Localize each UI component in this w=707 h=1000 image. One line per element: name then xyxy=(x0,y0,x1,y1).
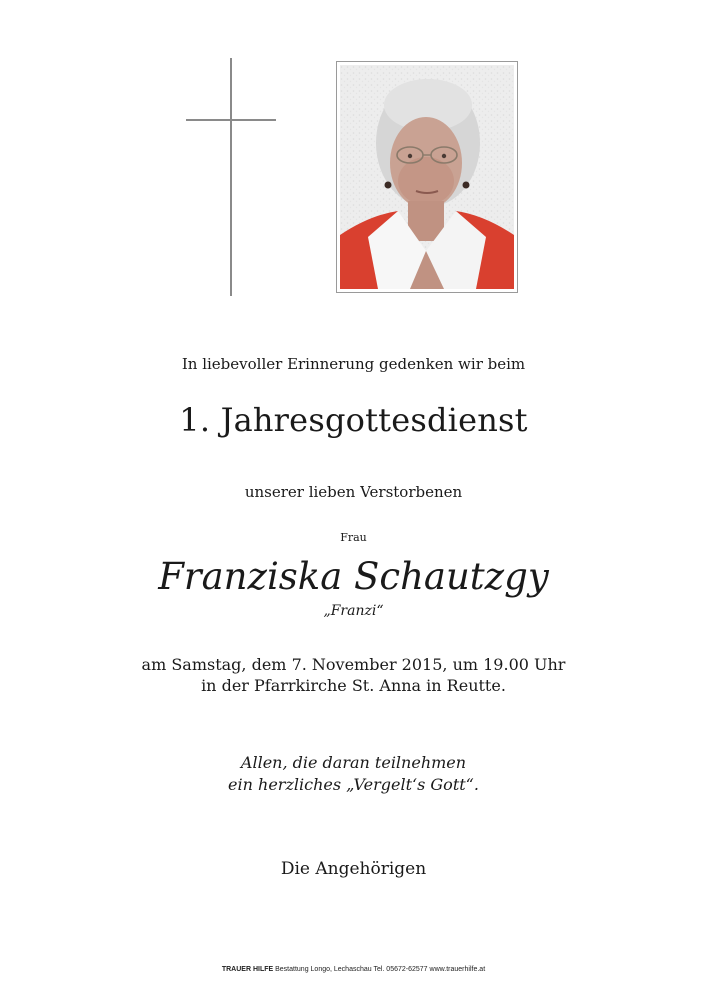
footer-details: Bestattung Longo, Lechaschau Tel. 05672-62577 www.trauerhilfe.at xyxy=(275,966,486,973)
signature-text: Die Angehörigen xyxy=(280,859,427,879)
intro-text: In liebevoller Erinnerung gedenken wir beim xyxy=(181,355,526,373)
service-place: in der Pfarrkirche St. Anna in Reutte. xyxy=(201,676,506,695)
portrait-illustration xyxy=(340,65,514,289)
cross-horizontal-bar xyxy=(186,119,276,121)
salutation-text: Frau xyxy=(340,531,367,544)
footer xyxy=(0,966,707,973)
thanks-line-1: Allen, die daran teilnehmen xyxy=(240,753,467,772)
deceased-name: Franziska Schautzgy xyxy=(158,555,549,598)
portrait-photo xyxy=(336,61,518,293)
subline-text: unserer lieben Verstorbenen xyxy=(244,483,463,501)
service-heading: 1. Jahresgottesdienst xyxy=(179,401,528,439)
service-date: am Samstag, dem 7. November 2015, um 19.00 Uhr xyxy=(141,655,566,674)
thanks-line-2: ein herzliches „Vergelt‘s Gott“. xyxy=(228,775,479,794)
cross-vertical-bar xyxy=(230,58,232,296)
footer-brand: TRAUER HILFE xyxy=(221,966,274,973)
nickname-text: „Franzi“ xyxy=(323,603,384,619)
